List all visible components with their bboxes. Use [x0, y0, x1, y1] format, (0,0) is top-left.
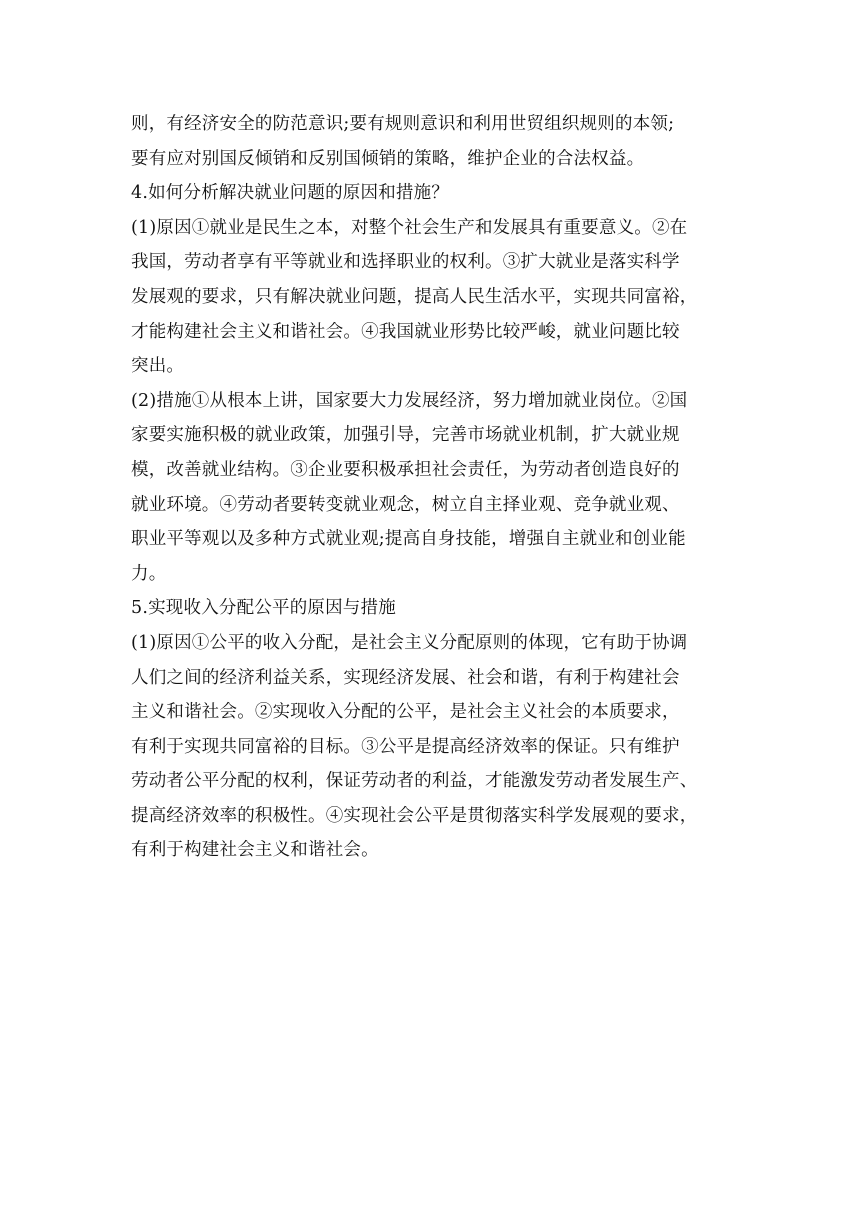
text-line: 有利于实现共同富裕的目标。③公平是提高经济效率的保证。只有维护 [131, 736, 680, 757]
document-body [131, 107, 731, 868]
text-line: 模，改善就业结构。③企业要积极承担社会责任，为劳动者创造良好的 [131, 459, 680, 480]
text-line: (1)原因①公平的收入分配，是社会主义分配原则的体现，它有助于协调 [131, 632, 688, 653]
text-line: (1)原因①就业是民生之本，对整个社会生产和发展具有重要意义。②在 [131, 217, 688, 238]
text-line: 有利于构建社会主义和谐社会。 [131, 840, 379, 861]
text-line: 就业环境。④劳动者要转变就业观念，树立自主择业观、竞争就业观、 [131, 494, 680, 515]
text-line: 力。 [131, 563, 167, 584]
text-line: 劳动者公平分配的权利，保证劳动者的利益，才能激发劳动者发展生产、 [131, 771, 698, 792]
section-heading: 5.实现收入分配公平的原因与措施 [131, 598, 396, 619]
text-line: 突出。 [131, 356, 185, 377]
text-line: 则，有经济安全的防范意识;要有规则意识和利用世贸组织规则的本领; [131, 114, 675, 134]
section-heading: 4.如何分析解决就业问题的原因和措施？ [131, 183, 449, 204]
text-line: 提高经济效率的积极性。④实现社会公平是贯彻落实科学发展观的要求， [131, 805, 698, 826]
text-line: (2)措施①从根本上讲，国家要大力发展经济，努力增加就业岗位。②国 [131, 390, 688, 411]
text-line: 发展观的要求，只有解决就业问题，提高人民生活水平，实现共同富裕， [131, 286, 698, 307]
text-line: 职业平等观以及多种方式就业观;提高自身技能，增强自主就业和创业能 [131, 529, 686, 550]
text-line: 主义和谐社会。②实现收入分配的公平，是社会主义社会的本质要求， [131, 702, 680, 723]
text-line: 我国，劳动者享有平等就业和选择职业的权利。③扩大就业是落实科学 [131, 252, 680, 273]
text-line: 家要实施积极的就业政策，加强引导，完善市场就业机制，扩大就业规 [131, 425, 680, 446]
text-line: 才能构建社会主义和谐社会。④我国就业形势比较严峻，就业问题比较 [131, 321, 680, 342]
text-line: 要有应对别国反倾销和反别国倾销的策略，维护企业的合法权益。 [131, 148, 645, 169]
text-line: 人们之间的经济利益关系，实现经济发展、社会和谐，有利于构建社会 [131, 667, 680, 688]
